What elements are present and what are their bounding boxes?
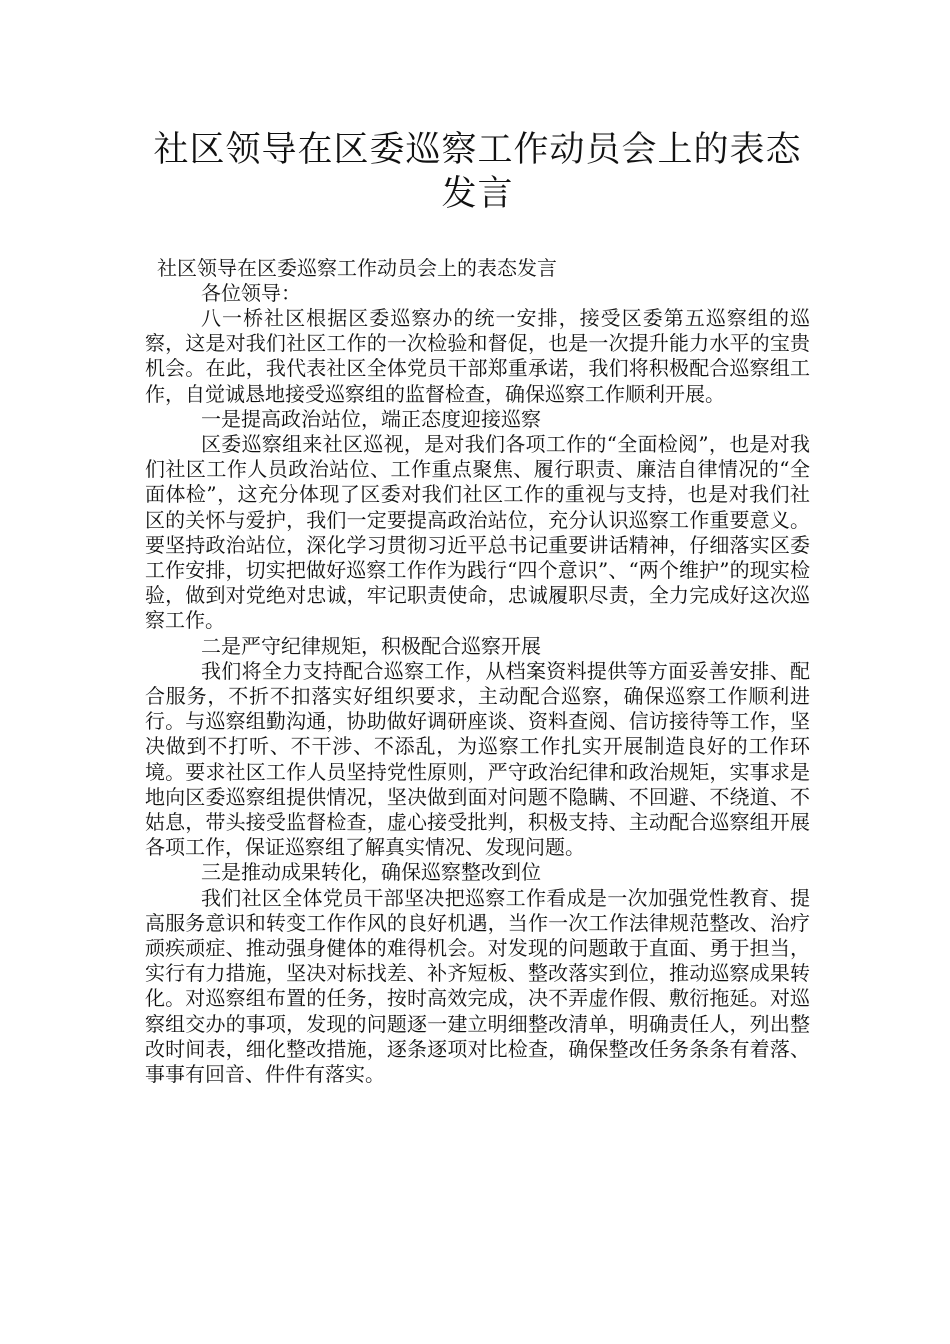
document-title: 社区领导在区委巡察工作动员会上的表态发言 [153,130,802,214]
section-body-2: 我们将全力支持配合巡察工作，从档案资料提供等方面妥善安排、配合服务，不折不扣落实好组织要求，主动配合巡察，确保巡察工作顺利进行。与巡察组勤沟通，协助做好调研座谈、资料查阅、信访接待等工作，坚决做到不打听、不干涉、不添乱，为巡察工作扎实开展制造良好的工作环境。要求社区工作人员坚持党性原则，严守政治纪律和政治规矩，实事求是地向区委巡察组提供情况，坚决做到面对问题不隐瞒、不回避、不绕道、不姑息，带头接受监督检查，虚心接受批判，积极支持、主动配合巡察组开展各项工作，保证巡察组了解真实情况、发现问题。 [145,658,810,860]
section-heading-3: 三是推动成果转化，确保巡察整改到位 [201,860,541,885]
section-heading-1: 一是提高政治站位，端正态度迎接巡察 [201,406,541,431]
section-body-1: 区委巡察组来社区巡视，是对我们各项工作的“全面检阅”，也是对我们社区工作人员政治站位、工作重点聚焦、履行职责、廉洁自律情况的“全面体检”，这充分体现了区委对我们社区工作的重视与支持，也是对我们社区的关怀与爱护，我们一定要提高政治站位，充分认识巡察工作重要意义。要坚持政治站位，深化学习贯彻习近平总书记重要讲话精神，仔细落实区委工作安排，切实把做好巡察工作作为践行“四个意识”、“两个维护”的现实检验，做到对党绝对忠诚，牢记职责使命，忠诚履职尽责，全力完成好这次巡察工作。 [145,432,810,633]
document-page [145,128,810,1087]
section-heading-2: 二是严守纪律规矩，积极配合巡察开展 [201,633,541,658]
document-subtitle: 社区领导在区委巡察工作动员会上的表态发言 [157,256,557,280]
section-body-3: 我们社区全体党员干部坚决把巡察工作看成是一次加强党性教育、提高服务意识和转变工作作风的良好机遇，当作一次工作法律规范整改、治疗顽疾顽症、推动强身健体的难得机会。对发现的问题敢于直面、勇于担当，实行有力措施，坚决对标找差、补齐短板、整改落实到位，推动巡察成果转化。对巡察组布置的任务，按时高效完成，决不弄虚作假、敷衍拖延。对巡察组交办的事项，发现的问题逐一建立明细整改清单，明确责任人，列出整改时间表，细化整改措施，逐条逐项对比检查，确保整改任务条条有着落、事事有回音、件件有落实。 [145,885,810,1087]
intro-paragraph: 八一桥社区根据区委巡察办的统一安排，接受区委第五巡察组的巡察，这是对我们社区工作的一次检验和督促，也是一次提升能力水平的宝贵机会。在此，我代表社区全体党员干部郑重承诺，我们将积极配合巡察组工作，自觉诚恳地接受巡察组的监督检查，确保巡察工作顺利开展。 [145,306,810,406]
salutation: 各位领导： [201,281,301,305]
